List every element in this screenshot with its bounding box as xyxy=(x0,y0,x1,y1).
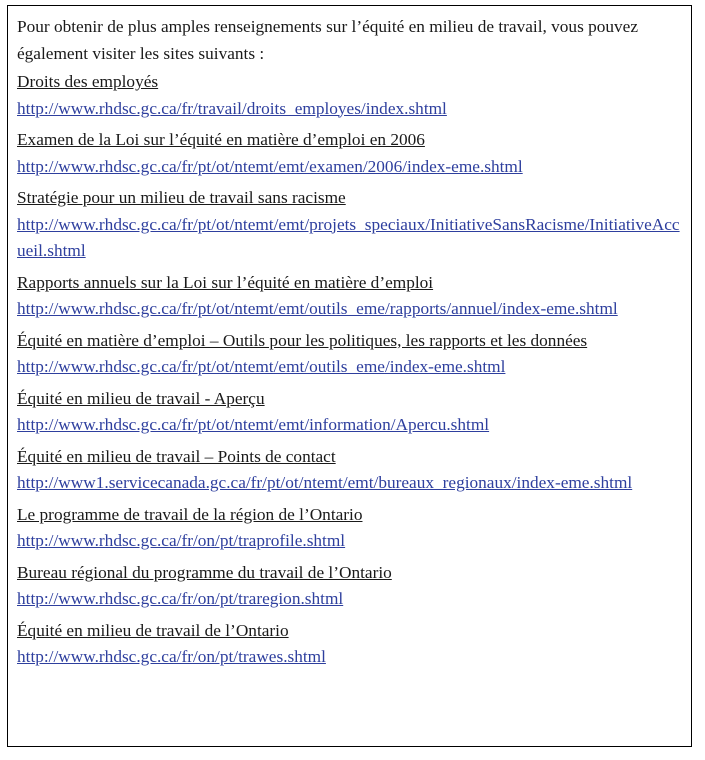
link-url-apercu[interactable]: http://www.rhdsc.gc.ca/fr/pt/ot/ntemt/emt/information/Apercu.shtml xyxy=(17,415,490,434)
link-url-outils-eme[interactable]: http://www.rhdsc.gc.ca/fr/pt/ot/ntemt/emt/outils_eme/index-eme.shtml xyxy=(17,357,506,376)
link-entry xyxy=(17,270,682,323)
link-url-points-de-contact[interactable]: http://www1.servicecanada.gc.ca/fr/pt/ot/ntemt/emt/bureaux_regionaux/index-eme.shtml xyxy=(17,473,633,492)
link-url-strategie-sans-racisme[interactable]: http://www.rhdsc.gc.ca/fr/pt/ot/ntemt/emt/projets_speciaux/InitiativeSansRacisme/InitiativeAccueil.shtml xyxy=(17,214,680,260)
link-title-points-de-contact[interactable]: Équité en milieu de travail – Points de contact xyxy=(17,446,336,466)
link-entry xyxy=(17,618,682,671)
resources-box xyxy=(7,5,692,747)
link-url-examen-loi-2006[interactable]: http://www.rhdsc.gc.ca/fr/pt/ot/ntemt/emt/examen/2006/index-eme.shtml xyxy=(17,156,523,176)
link-title-outils-eme[interactable]: Équité en matière d’emploi – Outils pour les politiques, les rapports et les données xyxy=(17,330,588,350)
link-url-equite-ontario[interactable]: http://www.rhdsc.gc.ca/fr/on/pt/trawes.shtml xyxy=(17,647,326,666)
link-entry xyxy=(17,69,682,122)
link-entry xyxy=(17,185,682,265)
link-title-droits-employes[interactable]: Droits des employés xyxy=(17,72,159,91)
link-entry xyxy=(17,444,682,497)
link-url-droits-employes[interactable]: http://www.rhdsc.gc.ca/fr/travail/droits_employes/index.shtml xyxy=(17,98,447,118)
link-title-examen-loi-2006[interactable]: Examen de la Loi sur l’équité en matière d’emploi en 2006 xyxy=(17,130,425,149)
link-title-equite-ontario[interactable]: Équité en milieu de travail de l’Ontario xyxy=(17,620,289,640)
link-entry xyxy=(17,502,682,555)
link-title-programme-ontario[interactable]: Le programme de travail de la région de l’Ontario xyxy=(17,504,363,524)
link-entry xyxy=(17,328,682,381)
link-title-bureau-regional-ontario[interactable]: Bureau régional du programme du travail de l’Ontario xyxy=(17,562,392,582)
link-title-apercu[interactable]: Équité en milieu de travail - Aperçu xyxy=(17,388,265,408)
link-url-rapports-annuels[interactable]: http://www.rhdsc.gc.ca/fr/pt/ot/ntemt/emt/outils_eme/rapports/annuel/index-eme.shtml xyxy=(17,299,618,318)
link-url-bureau-regional-ontario[interactable]: http://www.rhdsc.gc.ca/fr/on/pt/traregion.shtml xyxy=(17,589,344,608)
link-entry xyxy=(17,386,682,439)
link-entry xyxy=(17,560,682,613)
link-entry xyxy=(17,127,682,180)
intro-text: Pour obtenir de plus amples renseignements sur l’équité en milieu de travail, vous pouvez également visiter les sites suivants : xyxy=(17,17,639,63)
link-title-rapports-annuels[interactable]: Rapports annuels sur la Loi sur l’équité en matière d’emploi xyxy=(17,272,434,292)
link-url-programme-ontario[interactable]: http://www.rhdsc.gc.ca/fr/on/pt/traprofile.shtml xyxy=(17,531,346,550)
link-title-strategie-sans-racisme[interactable]: Stratégie pour un milieu de travail sans racisme xyxy=(17,188,346,207)
